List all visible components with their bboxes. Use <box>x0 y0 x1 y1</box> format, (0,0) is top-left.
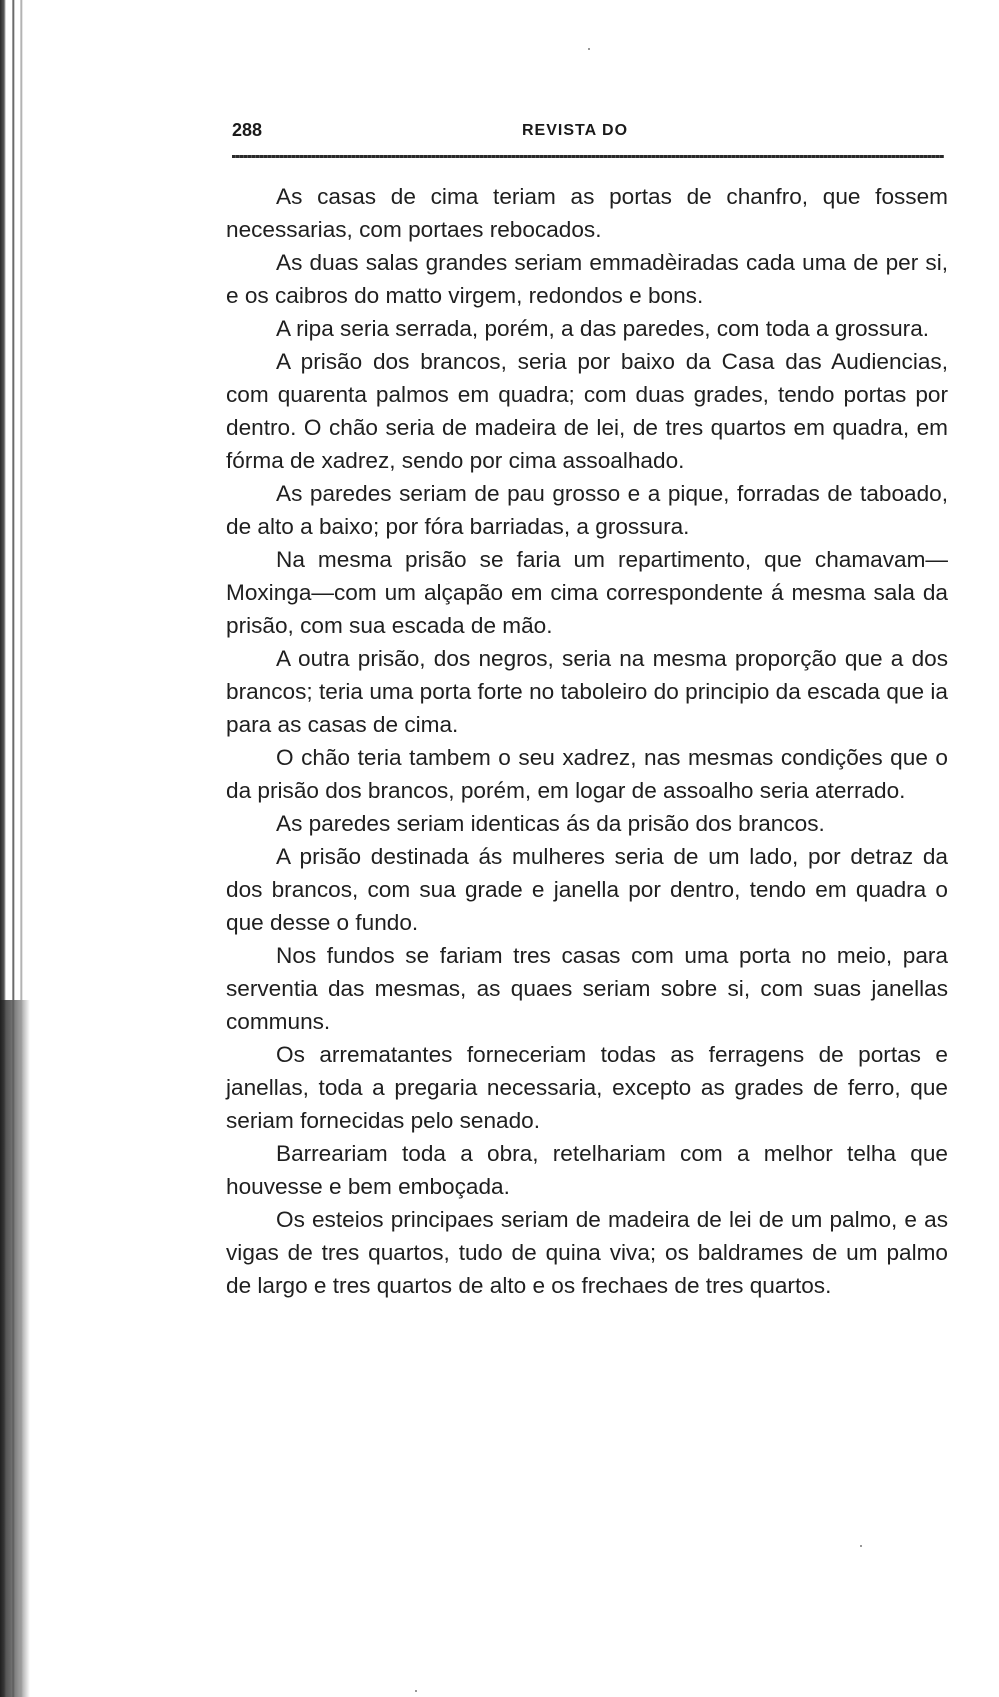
paragraph: As paredes seriam de pau grosso e a pique, forradas de taboado, de alto a baixo; por fóra barriadas, a grossura. <box>226 481 948 539</box>
page-number: 288 <box>232 120 263 140</box>
page-header <box>232 120 944 146</box>
paragraph: As casas de cima teriam as portas de chanfro, que fossem necessarias, com portaes rebocados. <box>226 184 948 242</box>
header-rule <box>232 155 944 158</box>
body-text <box>226 180 948 1302</box>
print-speck <box>588 48 590 50</box>
paragraph: A prisão dos brancos, seria por baixo da Casa das Audiencias, com quarenta palmos em quadra; com duas grades, tendo portas por dentro. O chão seria de madeira de lei, de tres quartos em quadra, em fórma de xadrez, sendo por cima assoalhado. <box>226 349 948 473</box>
paragraph: As duas salas grandes seriam emmadèiradas cada uma de per si, e os caibros do matto virgem, redondos e bons. <box>226 250 948 308</box>
print-speck <box>415 1690 417 1692</box>
print-speck <box>860 1545 862 1547</box>
paragraph: Nos fundos se fariam tres casas com uma porta no meio, para serventia das mesmas, as quaes seriam sobre si, com suas janellas communs. <box>226 943 948 1034</box>
paragraph: O chão teria tambem o seu xadrez, nas mesmas condições que o da prisão dos brancos, porém, em logar de assoalho seria aterrado. <box>226 745 948 803</box>
paragraph: As paredes seriam identicas ás da prisão dos brancos. <box>276 811 825 836</box>
paragraph: A outra prisão, dos negros, seria na mesma proporção que a dos brancos; teria uma porta forte no taboleiro do principio da escada que ia para as casas de cima. <box>226 646 948 737</box>
paragraph: Os esteios principaes seriam de madeira de lei de um palmo, e as vigas de tres quartos, tudo de quina viva; os baldrames de um palmo de largo e tres quartos de alto e os frechaes de tres quartos. <box>226 1207 948 1298</box>
paragraph: A ripa seria serrada, porém, a das paredes, com toda a grossura. <box>276 316 930 341</box>
running-head: REVISTA DO <box>522 122 629 139</box>
paragraph: Barreariam toda a obra, retelhariam com a melhor telha que houvesse e bem emboçada. <box>226 1141 948 1199</box>
paragraph: Na mesma prisão se faria um repartimento, que chamavam—Moxinga—com um alçapão em cima correspondente á mesma sala da prisão, com sua escada de mão. <box>226 547 948 638</box>
paragraph: A prisão destinada ás mulheres seria de um lado, por detraz da dos brancos, com sua grade e janella por dentro, tendo em quadra o que desse o fundo. <box>226 844 948 935</box>
page-binding-shadow <box>0 1000 34 1697</box>
paragraph: Os arrematantes forneceriam todas as ferragens de portas e janellas, toda a pregaria necessaria, excepto as grades de ferro, que seriam fornecidas pelo senado. <box>226 1042 948 1133</box>
